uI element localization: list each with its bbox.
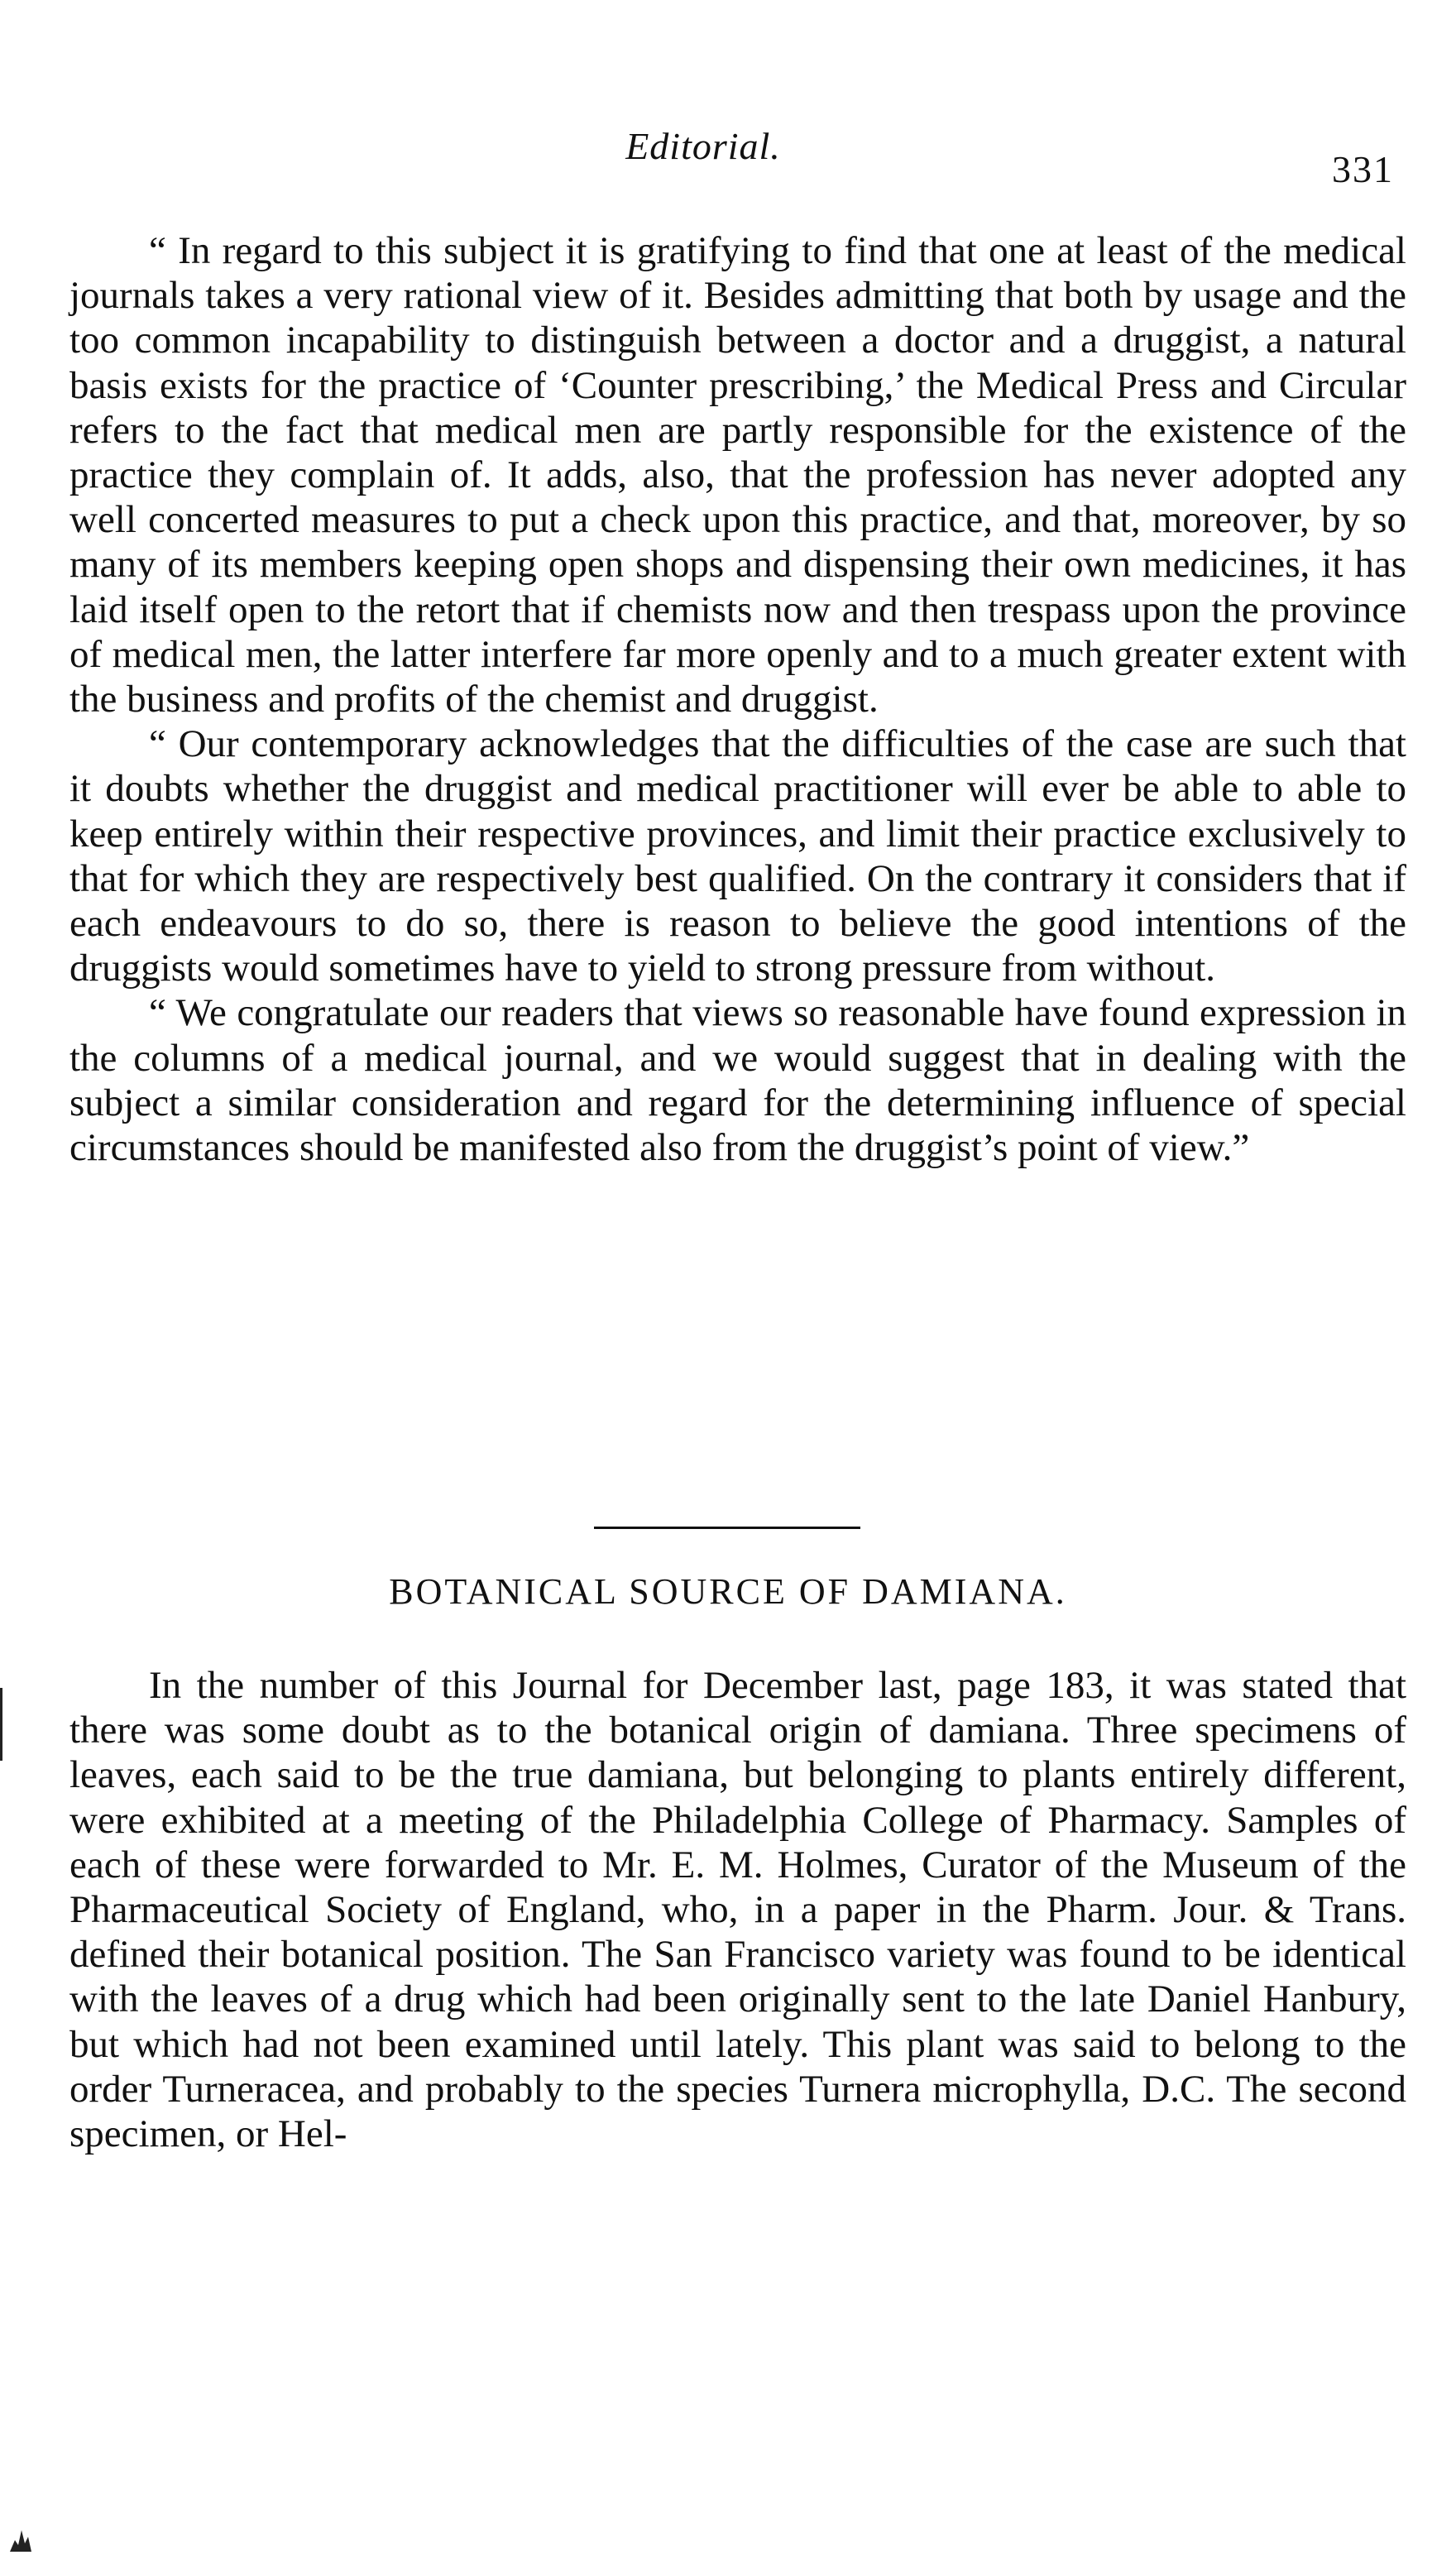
editorial-paragraph-1: “ In regard to this subject it is gratifying to find that one at least of the medical journals takes a very rational view of it. Besides admitting that both by usage and the too common incapability to distinguish between a doctor and a druggist, a natural basis exists for the practice of ‘Counter prescribing,’ the Medical Press and Circular refers to the fact that medical men are partly responsible for the existence of the practice they complain of. It adds, also, that the profession has never adopted any well concerted measures to put a check upon this practice, and that, moreover, by so many of its members keeping open shops and dispensing their own medicines, it has laid itself open to the retort that if chemists now and then trespass upon the province of medical men, the latter interfere far more openly and to a much greater extent with the business and profits of the chemist and druggist. <box>69 229 1406 721</box>
editorial-quotation <box>69 228 1406 1170</box>
section-heading: BOTANICAL SOURCE OF DAMIANA. <box>389 1571 1067 1612</box>
scan-speck-mark <box>7 2515 38 2552</box>
editorial-paragraph-3: “ We congratulate our readers that views so reasonable have found expression in the columns of a medical journal, and we would suggest that in dealing with the subject a similar consideration and regard for the determining influence of special circumstances should be manifested also from the druggist’s point of view.” <box>69 991 1406 1170</box>
damiana-article <box>69 1663 1406 2156</box>
page-number: 331 <box>1332 148 1394 190</box>
editorial-paragraph-2: “ Our contemporary acknowledges that the difficulties of the case are such that it doubts whether the druggist and medical practitioner will ever be able to able to keep entirely within their respective provinces, and limit their practice exclusively to that for which they are respectively best qualified. On the contrary it considers that if each endeavours to do so, there is reason to believe the good intentions of the druggists would sometimes have to yield to strong pressure from without. <box>69 722 1406 990</box>
section-divider-rule <box>594 1527 860 1529</box>
running-head <box>0 124 1456 190</box>
margin-mark <box>0 1688 2 1761</box>
damiana-paragraph: In the number of this Journal for December last, page 183, it was stated that there was some doubt as to the botanical origin of damiana. Three specimens of leaves, each said to be the true damiana, but belonging to plants entirely different, were exhibited at a meeting of the Philadelphia College of Pharmacy. Samples of each of these were forwarded to Mr. E. M. Holmes, Curator of the Museum of the Pharmaceutical Society of England, who, in a paper in the Pharm. Jour. & Trans. defined their botanical position. The San Francisco variety was found to be identical with the leaves of a drug which had been originally sent to the late Daniel Hanbury, but which had not been examined until lately. This plant was said to belong to the order Turneracea, and probably to the species Turnera microphylla, D.C. The second specimen, or Hel- <box>69 1664 1406 2156</box>
running-title: Editorial. <box>625 125 781 167</box>
